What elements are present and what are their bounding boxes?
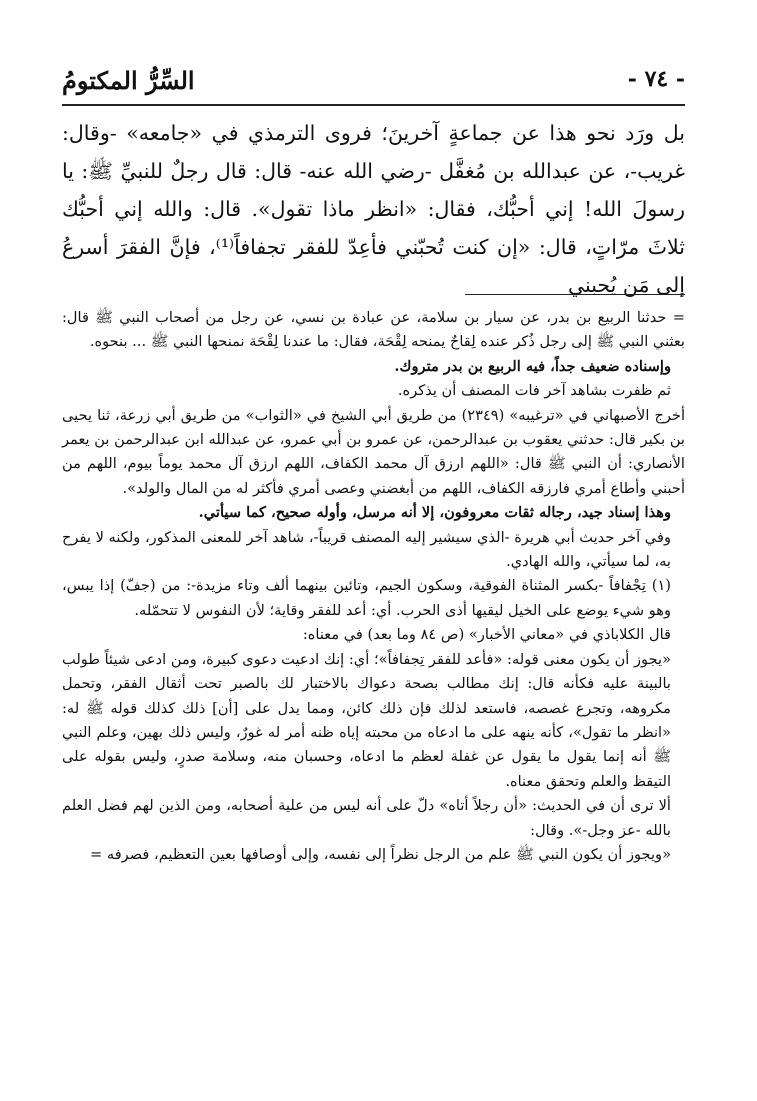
footnotes <box>62 306 685 867</box>
footnote-1: (١) تِجْفافاً -بكسر المثناة الفوقية، وسكون الجيم، وتائين بينهما ألف وتاء مزيدة-: من (جفّ) إذا يبس، وهو شيء يوضع على الخيل ليقيها أذى الحرب. أي: أعد للفقر وقاية؛ لأن النفوس لا تتحمّله. <box>62 577 671 619</box>
footnote-paragraph: ثم ظفرت بشاهد آخر فات المصنف أن يذكره. <box>397 382 671 400</box>
footnote-paragraph: = حدثنا الربيع بن بدر، عن سيار بن سلامة، عن عبادة بن نسي، عن رجل من أصحاب النبي ﷺ قال: بعثني النبي ﷺ إلى رجل ذُكر عنده لِقاحٌ يمنحه لِقْحَة، فقال: ما عندنا لِقْحَة نمنحها النبي ﷺ ... بنحوه. <box>62 309 685 351</box>
footnote-paragraph: «يجوز أن يكون معنى قوله: «فأعد للفقر تِجفافاً»؛ أي: إنك ادعيت دعوى كبيرة، ومن ادعى شيئاً طولب بالبينة عليه فكأنه قال: إنك مطالب بصحة دعواك بالاختبار لك بالصبر تحت أثقال الفقر، وتحمل مكروهه، وتجرع غصصه، فاستعد لذلك فإن ذلك كائن، ومما يدل على [أن] ذلك كذلك قوله ﷺ له: «انظر ما تقول»، كأنه ينهه على ما ادعاه من محبته إياه ظنه أمر له غورٌ، وليس ذلك بهين، وعلم النبي ﷺ أنه إنما يقول ما يقول عن غفلة لعظم ما ادعاه، وحسبان منه، وسلامة صدرٍ، وليس بقوله على التيقظ والعلم وتحقق معناه. <box>62 650 671 790</box>
footnote-paragraph: «ويجوز أن يكون النبي ﷺ علم من الرجل نظراً إلى نفسه، وإلى أوصافها بعين التعظيم، فصرفه = <box>90 845 671 863</box>
footnote-paragraph: وإسناده ضعيف جداً، فيه الربيع بن بدر متروك. <box>394 357 671 375</box>
book-title: السِّرُّ المكتومُ <box>62 66 195 95</box>
footnote-paragraph: وفي آخر حديث أبي هريرة -الذي سيشير إليه المصنف قريباً-، شاهد آخر للمعنى المذكور، ولكنه لا يفرح به، لما سيأتي، والله الهادي. <box>62 528 671 571</box>
main-text <box>62 114 685 304</box>
main-paragraph: بل ورَد نحو هذا عن جماعةٍ آخرينَ؛ فروى الترمذي في «جامعه» -وقال: غريب-، عن عبدالله بن مُغفَّل -رضي الله عنه- قال: قال رجلٌ للنبيِّ ﷺ: يا رسولَ الله! إني أحبُّك، فقال: «انظر ماذا تقول». قال: والله إني أحبُّك ثلاثَ مرّاتٍ، قال: «إن كنت تُحبّني فأعِدّ للفقر تجفافاً⁽¹⁾، فإنَّ الفقرَ أسرعُ إلى مَن يُحبني <box>62 121 685 297</box>
footnote-paragraph: ألا ترى أن في الحديث: «أن رجلاً أتاه» دلّ على أنه ليس من علية أصحابه، ومن الذين لهم فضل العلم بالله -عز وجل-». وقال: <box>62 797 671 839</box>
footnote-separator <box>465 294 685 295</box>
page-header <box>62 64 685 106</box>
footnote-paragraph: وهذا إسناد جيد، رجاله ثقات معروفون، إلا أنه مرسل، وأوله صحيح، كما سيأتي. <box>198 504 671 522</box>
page-number: - ٧٤ - <box>627 66 685 92</box>
footnote-paragraph: قال الكلاباذي في «معاني الأخبار» (ص ٨٤ وما بعد) في معناه: <box>302 626 671 644</box>
footnote-paragraph: أخرج الأصبهاني في «ترغيبه» (٢٣٤٩) من طريق أبي الشيخ في «الثواب» من طريق أبي زرعة، ثنا يحيى بن بكير قال: حدثني يعقوب بن عبدالرحمن، عن عمرو بن أبي عمرو، عن عبدالله ابن عبدالرحمن بن يعمر الأنصاري: أن النبي ﷺ قال: «اللهم ارزق آل محمد الكفاف، اللهم ارزق آل محمد يوماً بيوم، اللهم من أحبني وأطاع أمري فارزقه الكفاف، اللهم من أبغضني وعصى أمري فأكثر له من المال والولد». <box>62 406 685 497</box>
